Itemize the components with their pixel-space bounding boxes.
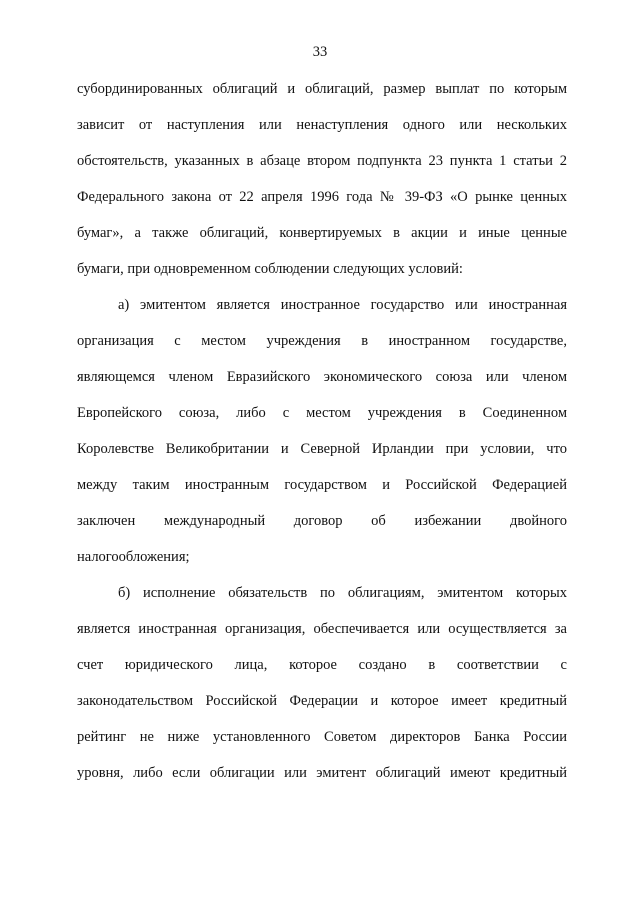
text-line: Европейского союза, либо с местом учреждения в Соединенном	[77, 405, 567, 421]
text-line: рейтинг не ниже установленного Советом директоров Банка России	[77, 729, 567, 745]
text-line: Королевстве Великобритании и Северной Ирландии при условии, что	[77, 441, 567, 457]
paragraph-b-first-line: б) исполнение обязательств по облигациям, эмитентом которых	[118, 585, 567, 601]
text-line: бумаги, при одновременном соблюдении следующих условий:	[77, 261, 463, 277]
text-line: бумаг», а также облигаций, конвертируемых в акции и иные ценные	[77, 225, 567, 241]
text-line: уровня, либо если облигации или эмитент облигаций имеют кредитный	[77, 765, 567, 781]
text-line: зависит от наступления или ненаступления одного или нескольких	[77, 117, 567, 133]
text-line: заключен международный договор об избежании двойного	[77, 513, 567, 529]
text-line: налогообложения;	[77, 549, 190, 565]
text-line: субординированных облигаций и облигаций, размер выплат по которым	[77, 81, 567, 97]
paragraph-a-first-line: а) эмитентом является иностранное государство или иностранная	[118, 297, 567, 313]
text-line: обстоятельств, указанных в абзаце втором подпункта 23 пункта 1 статьи 2	[77, 153, 567, 169]
page-number: 33	[312, 44, 328, 60]
text-line: являющемся членом Евразийского экономического союза или членом	[77, 369, 567, 385]
text-line: счет юридического лица, которое создано в соответствии с	[77, 657, 567, 673]
text-line: является иностранная организация, обеспечивается или осуществляется за	[77, 621, 567, 637]
text-line: законодательством Российской Федерации и которое имеет кредитный	[77, 693, 567, 709]
text-line: между таким иностранным государством и Российской Федерацией	[77, 477, 567, 493]
text-line: Федерального закона от 22 апреля 1996 года № 39-ФЗ «О рынке ценных	[77, 189, 567, 205]
text-line: организация с местом учреждения в иностранном государстве,	[77, 333, 567, 349]
